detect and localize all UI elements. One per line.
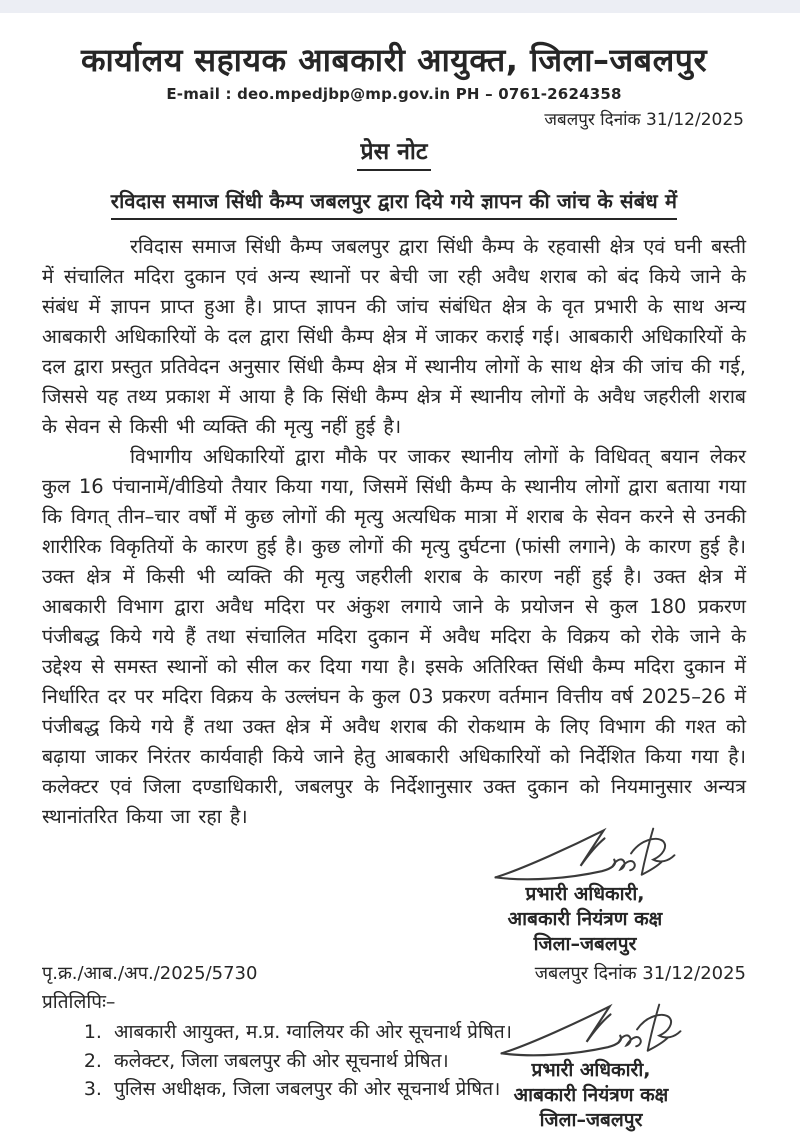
subject-heading: रविदास समाज सिंधी कैम्प जबलपुर द्वारा दिये गये ज्ञापन की जांच के संबंध में [111, 187, 677, 220]
body-text [42, 232, 746, 832]
signature-scribble-icon [491, 1002, 691, 1064]
body-paragraph: विभागीय अधिकारियों द्वारा मौके पर जाकर स्थानीय लोगों के विधिवत् बयान लेकर कुल 16 पंचानामें/वीडियो तैयार किया गया, जिसमें सिंधी कैम्प के स्थानीय लोगों द्वारा बताया गया कि विगत् तीन–चार वर्षों में कुछ लोगों की मृत्यु अत्यधिक मात्रा में शराब के सेवन करने से उनकी शारीरिक विकृतियों के कारण हुई है। कुछ लोगों की मृत्यु दुर्घटना (फांसी लगाने) के कारण हुई है। उक्त क्षेत्र में किसी भी व्यक्ति की मृत्यु जहरीली शराब के कारण नहीं हुई है। उक्त क्षेत्र में आबकारी विभाग द्वारा अवैध मदिरा पर अंकुश लगाये जाने के प्रयोजन से कुल 180 प्रकरण पंजीबद्ध किये गये हैं तथा संचालित मदिरा दुकान में अवैध मदिरा के विक्रय को रोके जाने के उद्देश्य से समस्त स्थानों को सील कर दिया गया है। इसके अतिरिक्त सिंधी कैम्प मदिरा दुकान में निर्धारित दर पर मदिरा विक्रय के उल्लंघन के कुल 03 प्रकरण वर्तमान वित्तीय वर्ष 2025–26 में पंजीबद्ध किये गये हैं तथा उक्त क्षेत्र में अवैध शराब की रोकथाम के लिए विभाग की गश्त को बढ़ाया जाकर निरंतर कार्यवाही किये जाने हेतु आबकारी अधिकारियों को निर्देशित किया गया है। कलेक्टर एवं जिला दण्डाधिकारी, जबलपुर के निर्देशानुसार उक्त दुकान को नियमानुसार अन्यत्र स्थानांतरित किया जा रहा है। [42, 445, 746, 829]
signatory-district: जिला–जबलपुर [539, 1109, 643, 1132]
signatory-title: प्रभारी अधिकारी, [525, 883, 645, 906]
copy-list-item: 1. आबकारी आयुक्त, म.प्र. ग्वालियर की ओर सूचनार्थ प्रेषित। [108, 1018, 746, 1047]
signature-block-secondary [466, 1002, 716, 1133]
reference-row [42, 961, 746, 985]
signature-block-primary [460, 826, 710, 957]
signatory-title: प्रभारी अधिकारी, [531, 1059, 651, 1082]
signatory-district: जिला–जबलपुर [533, 933, 637, 956]
doc-type-heading: प्रेस नोट [357, 134, 432, 171]
copy-list-item: 2. कलेक्टर, जिला जबलपुर की ओर सूचनार्थ प्रेषित। [108, 1047, 746, 1076]
press-note-document [0, 13, 800, 1132]
signature-scribble-icon [485, 826, 685, 888]
place-date-bottom: जबलपुर दिनांक 31/12/2025 [534, 963, 746, 985]
body-paragraph: रविदास समाज सिंधी कैम्प जबलपुर द्वारा सिंधी कैम्प के रहवासी क्षेत्र एवं घनी बस्ती में संचालित मदिरा दुकान एवं अन्य स्थानों पर बेची जा रही अवैध शराब को बंद किये जाने के संबंध में ज्ञापन प्राप्त हुआ है। प्राप्त ज्ञापन की जांच संबंधित क्षेत्र के वृत प्रभारी के साथ अन्य आबकारी अधिकारियों के दल द्वारा सिंधी कैम्प क्षेत्र में जाकर कराई गई। आबकारी अधिकारियों के दल द्वारा प्रस्तुत प्रतिवेदन अनुसार सिंधी कैम्प क्षेत्र में स्थानीय लोगों के साथ क्षेत्र की जांच की गई, जिससे यह तथ्य प्रकाश में आया है कि सिंधी कैम्प क्षेत्र में स्थानीय लोगों के अवैध जहरीली शराब के सेवन से किसी भी व्यक्ति की मृत्यु नहीं हुई है। [42, 235, 746, 439]
place-date-top: जबलपुर दिनांक 31/12/2025 [544, 110, 744, 131]
doc-type-row [42, 134, 746, 171]
reference-number: पृ.क्र./आब./अप./2025/5730 [42, 963, 258, 985]
copy-heading: प्रतिलिपिः– [42, 991, 116, 1014]
office-contact-line: E-mail : deo.mpedjbp@mp.gov.in PH – 0761-2624358 [166, 85, 622, 104]
subject-row [42, 187, 746, 220]
footer-zone [42, 988, 746, 1132]
scan-edge-strip [0, 0, 800, 13]
signatory-office: आबकारी नियंत्रण कक्ष [513, 1084, 669, 1107]
signatory-office: आबकारी नियंत्रण कक्ष [507, 908, 663, 931]
copy-list-item: 3. पुलिस अधीक्षक, जिला जबलपुर की ओर सूचनार्थ प्रेषित। [108, 1075, 746, 1104]
office-title: कार्यालय सहायक आबकारी आयुक्त, जिला–जबलपुर [80, 41, 708, 79]
